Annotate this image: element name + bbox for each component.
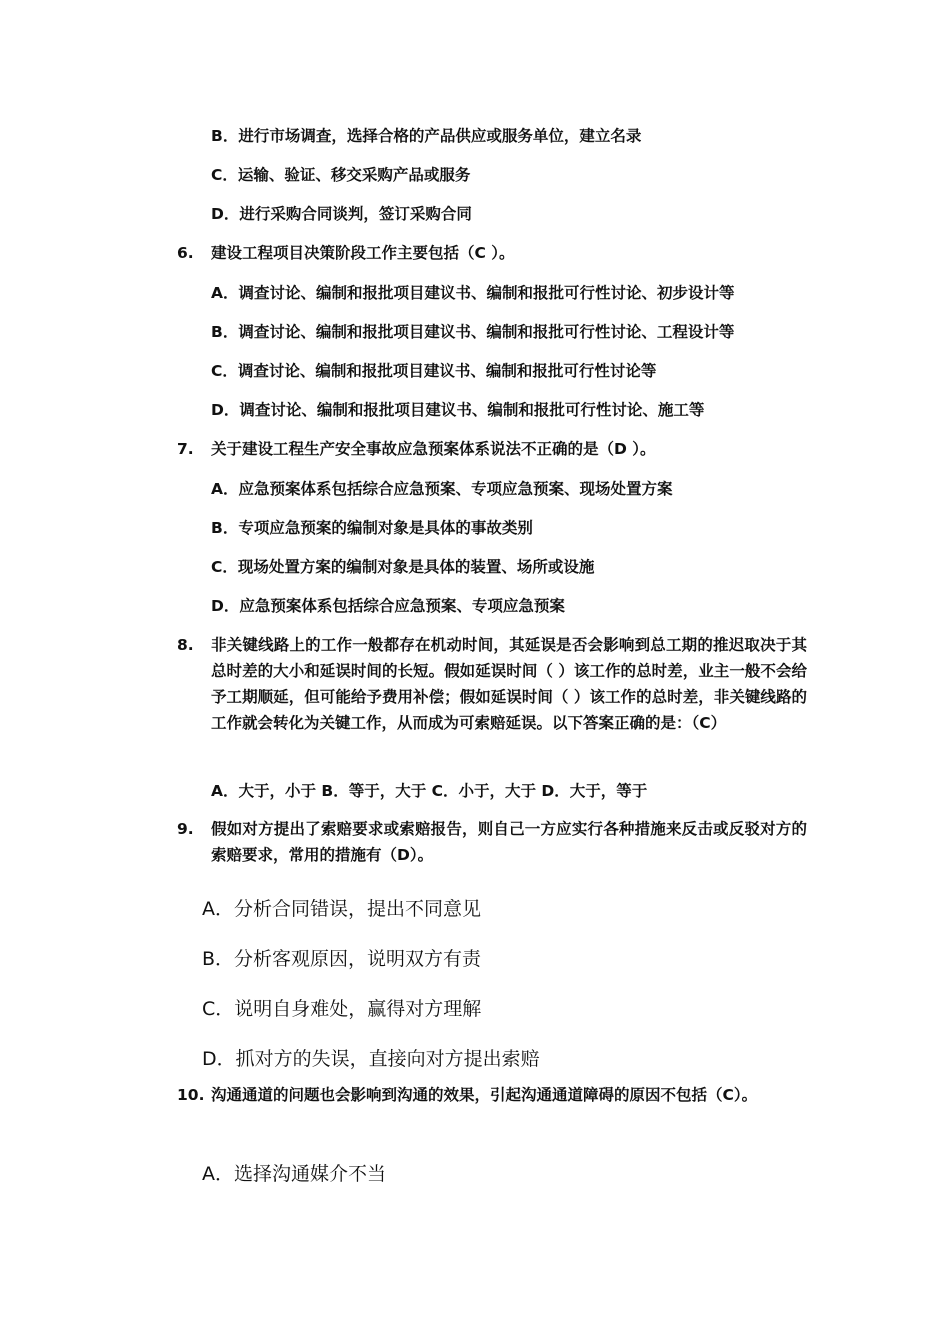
q7-option-d: D．应急预案体系包括综合应急预案、专项应急预案: [211, 597, 565, 615]
q9-option-b: B．分析客观原因，说明双方有责: [202, 948, 482, 970]
q6-option-b: B．调查讨论、编制和报批项目建议书、编制和报批可行性讨论、工程设计等: [211, 323, 735, 341]
q6-option-d: D．调查讨论、编制和报批项目建议书、编制和报批可行性讨论、施工等: [211, 401, 705, 419]
q7-text: 关于建设工程生产安全事故应急预案体系说法不正确的是（D ）。: [211, 440, 656, 458]
q5-option-d: D．进行采购合同谈判，签订采购合同: [211, 205, 472, 223]
q9-option-a: A．分析合同错误，提出不同意见: [202, 898, 481, 920]
q9-text: 假如对方提出了索赔要求或索赔报告，则自己一方应实行各种措施来反击或反驳对方的索赔要求，常用的措施有（D）。: [211, 820, 807, 864]
q5-option-b: B．进行市场调查，选择合格的产品供应或服务单位，建立名录: [211, 127, 642, 145]
q8-number: 8.: [177, 636, 194, 654]
q6-option-a: A．调查讨论、编制和报批项目建议书、编制和报批可行性讨论、初步设计等: [211, 284, 735, 302]
q6-text: 建设工程项目决策阶段工作主要包括（C ）。: [211, 244, 515, 262]
q8-options-line: A．大于，小于 B．等于，大于 C．小于，大于 D．大于，等于: [211, 782, 648, 800]
q7-option-a: A．应急预案体系包括综合应急预案、专项应急预案、现场处置方案: [211, 480, 673, 498]
q9-number: 9.: [177, 820, 194, 838]
q10-number: 10.: [177, 1086, 205, 1104]
q7-option-b: B．专项应急预案的编制对象是具体的事故类别: [211, 519, 533, 537]
q10-text: 沟通通道的问题也会影响到沟通的效果，引起沟通通道障碍的原因不包括（C）。: [211, 1086, 758, 1104]
q7-option-c: C．现场处置方案的编制对象是具体的装置、场所或设施: [211, 558, 595, 576]
q9-option-c: C．说明自身难处，赢得对方理解: [202, 998, 482, 1020]
q5-option-c: C．运输、验证、移交采购产品或服务: [211, 166, 471, 184]
q6-option-c: C．调查讨论、编制和报批项目建议书、编制和报批可行性讨论等: [211, 362, 657, 380]
q10-option-a: A．选择沟通媒介不当: [202, 1163, 386, 1185]
q6-number: 6.: [177, 244, 194, 262]
q7-number: 7.: [177, 440, 194, 458]
q9-option-d: D．抓对方的失误，直接向对方提出索赔: [202, 1048, 540, 1070]
q8-text: 非关键线路上的工作一般都存在机动时间，其延误是否会影响到总工期的推迟取决于其总时差的大小和延误时间的长短。假如延误时间（ ）该工作的总时差，业主一般不会给予工期顺延，但可能给予费用补偿；假如延误时间（ ）该工作的总时差，非关键线路的工作就会转化为关键工作，从而成为可索赔延误。以下答案正确的是：（C）: [211, 636, 807, 732]
